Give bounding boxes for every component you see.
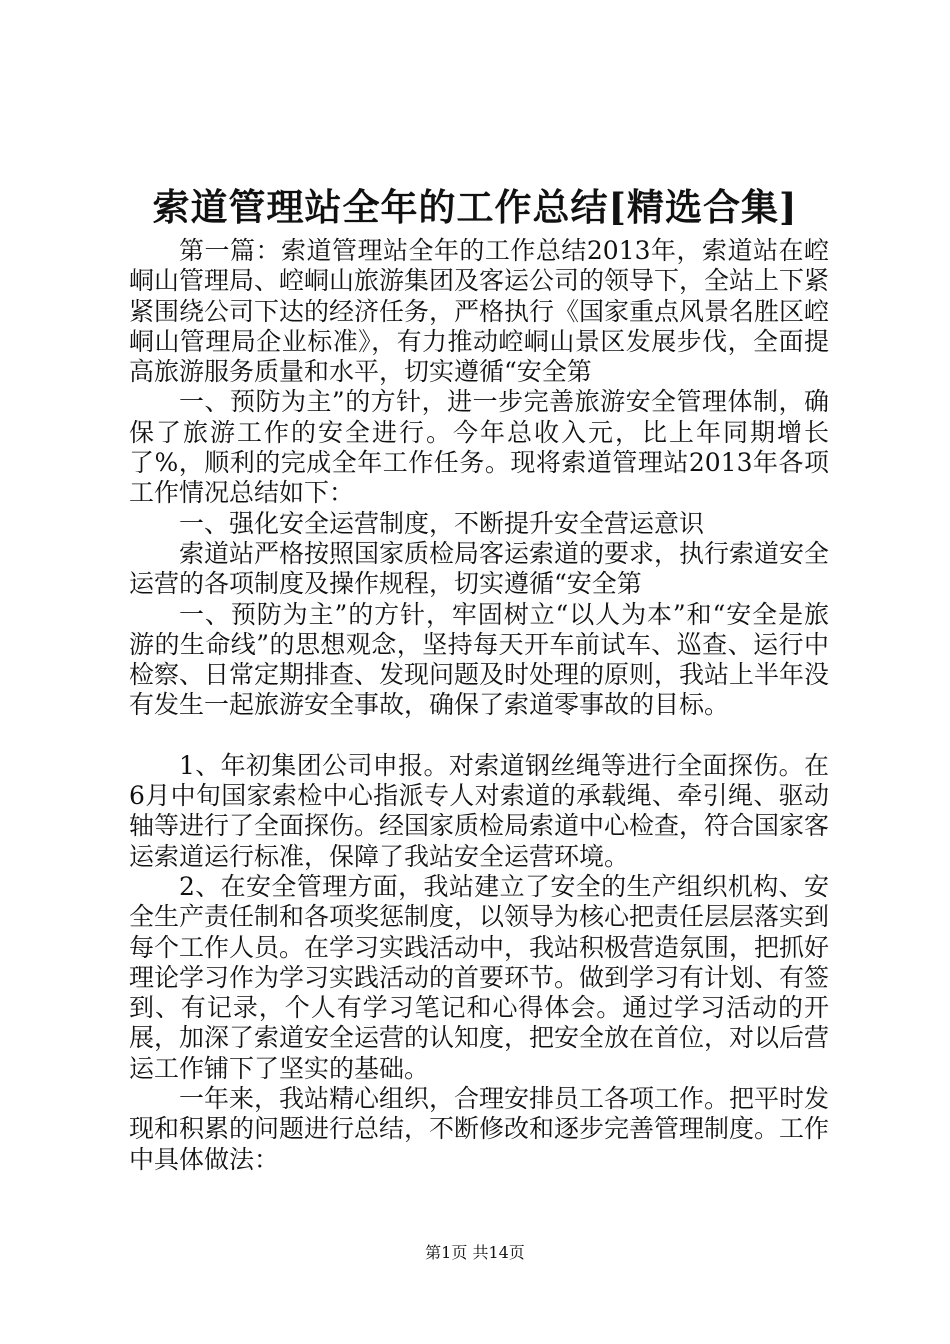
paragraph: 索道站严格按照国家质检局客运索道的要求，执行索道安全运营的各项制度及操作规程，切实遵循“安全第 [129,538,830,599]
paragraph: 1、年初集团公司申报。对索道钢丝绳等进行全面探伤。在6月中旬国家索检中心指派专人对索道的承载绳、牵引绳、驱动轴等进行了全面探伤。经国家质检局索道中心检查，符合国家客运索道运行标准，保障了我站安全运营环境。 [129,750,830,871]
paragraph: 2、在安全管理方面，我站建立了安全的生产组织机构、安全生产责任制和各项奖惩制度，以领导为核心把责任层层落实到每个工作人员。在学习实践活动中，我站积极营造氛围，把抓好理论学习作为学习实践活动的首要环节。做到学习有计划、有签到、有记录，个人有学习笔记和心得体会。通过学习活动的开展，加深了索道安全运营的认知度，把安全放在首位，对以后营运工作铺下了坚实的基础。 [129,871,830,1083]
document-title: 索道管理站全年的工作总结[精选合集] [152,185,798,229]
page-number: 第1页 共14页 [425,1243,525,1262]
paragraph: 一、预防为主”的方针，进一步完善旅游安全管理体制，确保了旅游工作的安全进行。今年总收入元，比上年同期增长了%，顺利的完成全年工作任务。现将索道管理站2013年各项工作情况总结如下： [129,387,829,508]
document-body [129,236,829,1175]
paragraph: 第一篇：索道管理站全年的工作总结2013年，索道站在崆峒山管理局、崆峒山旅游集团及客运公司的领导下，全站上下紧紧围绕公司下达的经济任务，严格执行《国家重点风景名胜区崆峒山管理局企业标准》，有力推动崆峒山景区发展步伐，全面提高旅游服务质量和水平，切实遵循“安全第 [129,236,830,387]
paragraph: 一年来，我站精心组织，合理安排员工各项工作。把平时发现和积累的问题进行总结，不断修改和逐步完善管理制度。工作中具体做法： [129,1084,830,1174]
section-heading: 一、强化安全运营制度，不断提升安全营运意识 [179,508,705,538]
paragraph: 一、预防为主”的方针，牢固树立“以人为本”和“安全是旅游的生命线”的思想观念，坚持每天开车前试车、巡查、运行中检察、日常定期排查、发现问题及时处理的原则，我站上半年没有发生一起旅游安全事故，确保了索道零事故的目标。 [129,599,830,720]
